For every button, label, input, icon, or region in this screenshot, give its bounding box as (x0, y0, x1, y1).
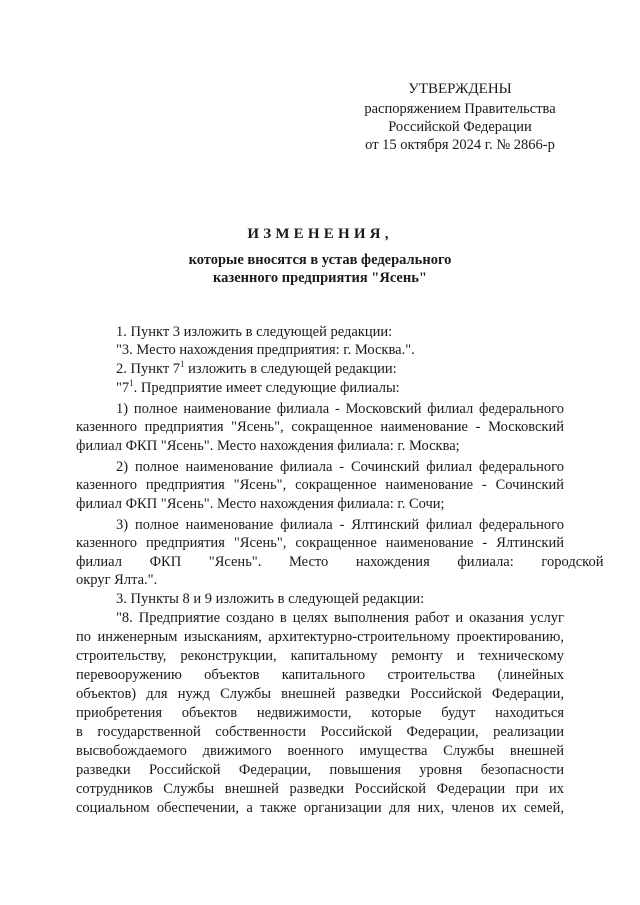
approval-line: от 15 октября 2024 г. № 2866-р (365, 137, 555, 153)
superscript: 1 (180, 359, 185, 369)
paragraph-line: 2) полное наименование филиала - Сочинский филиал федерального (116, 459, 564, 475)
paragraph-line: казенного предприятия "Ясень", сокращенное наименование - Сочинский (76, 477, 564, 493)
paragraph-line: 3) полное наименование филиала - Ялтинский филиал федерального (116, 517, 564, 533)
paragraph-line: строительству, реконструкции, капитальному ремонту и техническому (76, 648, 564, 664)
paragraph-line (116, 360, 397, 378)
paragraph-line: высвобождаемого движимого военного имущества Службы внешней (76, 743, 564, 759)
approval-line: Российской Федерации (388, 119, 532, 135)
document-subtitle: казенного предприятия "Ясень" (213, 270, 427, 286)
paragraph-line: социальном обеспечении, а также организации для них, членов их семей, (76, 800, 564, 816)
document-subtitle: которые вносятся в устав федерального (188, 252, 452, 268)
paragraph-line: казенного предприятия "Ясень", сокращенное наименование - Ялтинский (76, 535, 564, 551)
paragraph-line: 1. Пункт 3 изложить в следующей редакции: (116, 324, 393, 340)
approval-line: распоряжением Правительства (364, 101, 556, 117)
document-title: ИЗМЕНЕНИЯ, (247, 226, 393, 242)
paragraph-line: филиал ФКП "Ясень". Место нахождения филиала: г. Москва; (76, 438, 460, 454)
paragraph-line: в государственной собственности Российской Федерации, реализации (76, 724, 564, 740)
paragraph-line: 3. Пункты 8 и 9 изложить в следующей редакции: (116, 591, 425, 607)
approval-heading: УТВЕРЖДЕНЫ (408, 81, 512, 97)
paragraph-line: округ Ялта.". (76, 572, 158, 588)
text-fragment: изложить в следующей редакции: (184, 361, 397, 377)
paragraph-line: объектов) для нужд Службы внешней разведки Российской Федерации, (76, 686, 564, 702)
paragraph-line: приобретения объектов недвижимости, которые будут находиться (76, 705, 564, 721)
text-fragment: "7 (116, 380, 130, 396)
paragraph-line: казенного предприятия "Ясень", сокращенное наименование - Московский (76, 419, 564, 435)
paragraph-line: сотрудников Службы внешней разведки Российской Федерации при их (76, 781, 564, 797)
paragraph-line: филиал ФКП "Ясень". Место нахождения филиала: г. Сочи; (76, 496, 445, 512)
paragraph-line: филиал ФКП "Ясень". Место нахождения филиала: городской (76, 554, 604, 570)
superscript: 1 (129, 378, 134, 388)
paragraph-line (116, 379, 400, 397)
paragraph-line: перевооружению объектов капитального строительства (линейных (76, 667, 564, 683)
paragraph-line: по инженерным изысканиям, архитектурно-строительному проектированию, (76, 629, 564, 645)
text-fragment: 2. Пункт 7 (116, 361, 181, 377)
text-fragment: . Предприятие имеет следующие филиалы: (133, 380, 400, 396)
paragraph-line: разведки Российской Федерации, повышения уровня безопасности (76, 762, 564, 778)
paragraph-line: "8. Предприятие создано в целях выполнения работ и оказания услуг (116, 610, 564, 626)
paragraph-line: "3. Место нахождения предприятия: г. Москва.". (116, 342, 415, 358)
paragraph-line: 1) полное наименование филиала - Московский филиал федерального (116, 401, 564, 417)
